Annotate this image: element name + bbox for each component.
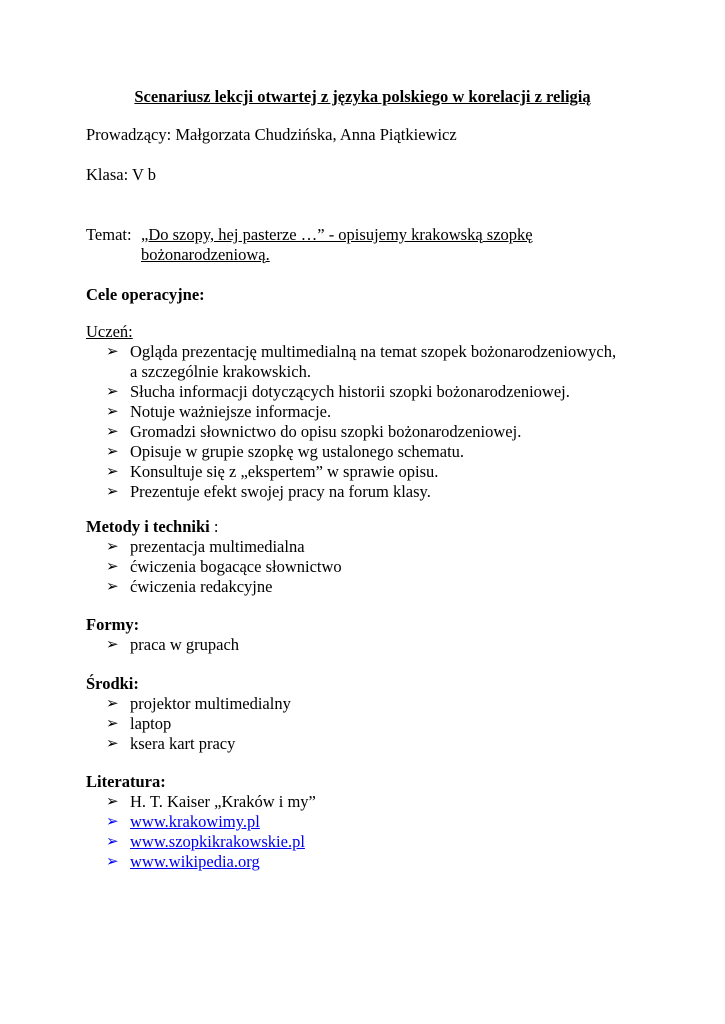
arrow-bullet-icon: ➢: [106, 344, 119, 360]
list-item: ➢ prezentacja multimedialna: [106, 537, 305, 556]
list-item: [106, 812, 316, 832]
list-item: ➢ Opisuje w grupie szopkę wg ustalonego schematu.: [106, 442, 465, 461]
document-title: Scenariusz lekcji otwartej z języka polskiego w korelacji z religią: [134, 87, 591, 106]
list-item: [106, 832, 316, 852]
topic-label: Temat:: [86, 225, 132, 244]
list-item: ➢ ćwiczenia bogacące słownictwo: [106, 557, 342, 576]
list-item-continuation: a szczególnie krakowskich.: [130, 362, 311, 381]
arrow-bullet-icon: ➢: [106, 444, 119, 460]
topic-line-2: bożonarodzeniową.: [141, 245, 270, 264]
list-item: ➢ ksera kart pracy: [106, 734, 236, 753]
list-item: ➢ Notuje ważniejsze informacje.: [106, 402, 332, 421]
topic-line-1: „Do szopy, hej pasterze …” - opisujemy krakowską szopkę: [141, 225, 533, 244]
list-item: ➢ Prezentuje efekt swojej pracy na forum klasy.: [106, 482, 431, 501]
goals-list: [106, 342, 616, 502]
link-szopkikrakowskie[interactable]: www.szopkikrakowskie.pl: [130, 832, 305, 851]
list-item: ➢ praca w grupach: [106, 635, 240, 654]
arrow-bullet-icon: ➢: [106, 716, 119, 732]
list-item: ➢ Gromadzi słownictwo do opisu szopki bożonarodzeniowej.: [106, 422, 522, 441]
arrow-bullet-icon: ➢: [106, 854, 119, 870]
list-item: ➢ projektor multimedialny: [106, 694, 291, 713]
arrow-bullet-icon: ➢: [106, 404, 119, 420]
methods-list: [106, 537, 342, 597]
arrow-bullet-icon: ➢: [106, 424, 119, 440]
goals-heading: Cele operacyjne:: [86, 285, 205, 304]
forms-heading: Formy:: [86, 615, 140, 634]
list-item: ➢ H. T. Kaiser „Kraków i my”: [106, 792, 316, 811]
list-item: ➢ Konsultuje się z „ekspertem” w sprawie opisu.: [106, 462, 439, 481]
link-wikipedia[interactable]: www.wikipedia.org: [130, 852, 260, 871]
list-item: ➢ laptop: [106, 714, 172, 733]
student-label: Uczeń:: [86, 322, 133, 341]
list-item: [106, 852, 316, 872]
arrow-bullet-icon: ➢: [106, 559, 119, 575]
list-item: ➢ Ogląda prezentację multimedialną na temat szopek bożonarodzeniowych,: [106, 342, 617, 361]
arrow-bullet-icon: ➢: [106, 736, 119, 752]
means-heading: Środki:: [86, 674, 139, 693]
arrow-bullet-icon: ➢: [106, 814, 119, 830]
link-krakowimy[interactable]: www.krakowimy.pl: [130, 812, 260, 831]
arrow-bullet-icon: ➢: [106, 794, 119, 810]
arrow-bullet-icon: ➢: [106, 384, 119, 400]
arrow-bullet-icon: ➢: [106, 464, 119, 480]
arrow-bullet-icon: ➢: [106, 834, 119, 850]
arrow-bullet-icon: ➢: [106, 637, 119, 653]
arrow-bullet-icon: ➢: [106, 484, 119, 500]
arrow-bullet-icon: ➢: [106, 539, 119, 555]
arrow-bullet-icon: ➢: [106, 696, 119, 712]
literature-heading: Literatura:: [86, 772, 166, 791]
arrow-bullet-icon: ➢: [106, 579, 119, 595]
means-list: [106, 694, 291, 754]
methods-heading: Metody i techniki: [86, 517, 210, 536]
literature-list: [106, 792, 316, 872]
class-line: Klasa: V b: [86, 165, 156, 184]
teachers-line: Prowadzący: Małgorzata Chudzińska, Anna Piątkiewicz: [86, 125, 457, 144]
list-item: ➢ Słucha informacji dotyczących historii szopki bożonarodzeniowej.: [106, 382, 570, 401]
list-item: ➢ ćwiczenia redakcyjne: [106, 577, 273, 596]
forms-list: [106, 635, 239, 655]
methods-heading-line: Metody i techniki :: [86, 517, 219, 536]
